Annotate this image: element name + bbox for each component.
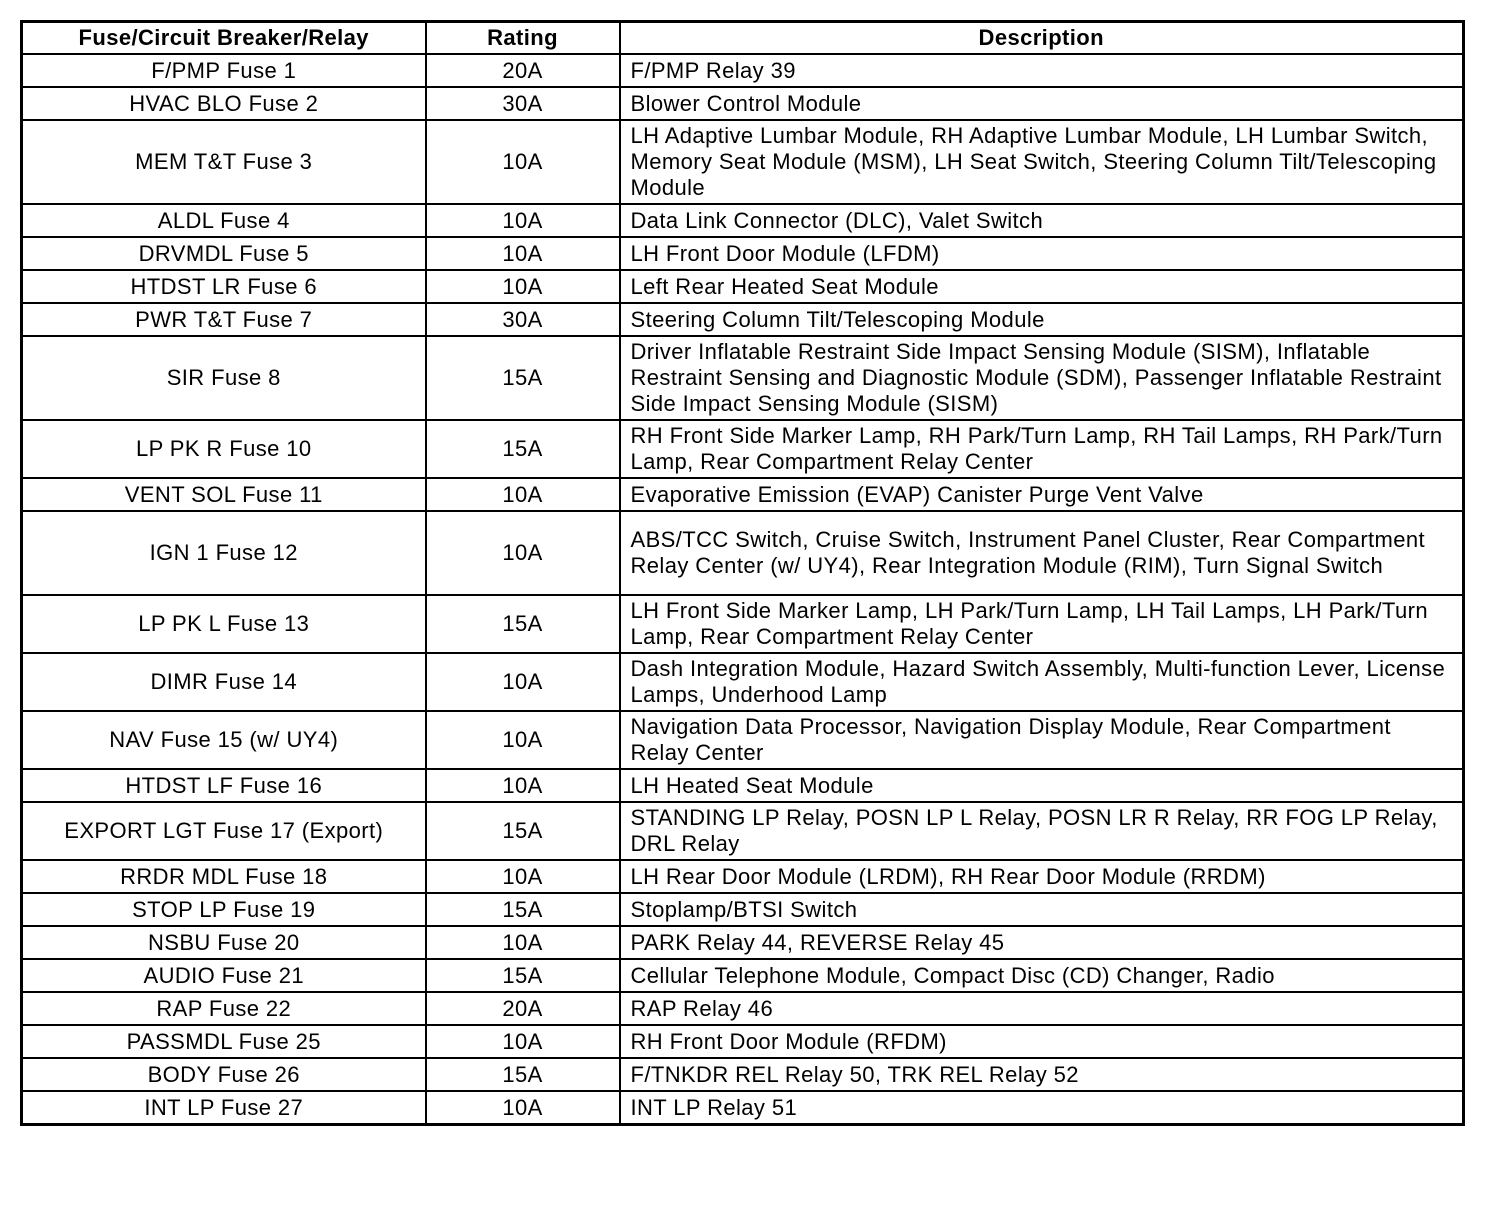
table-row	[22, 653, 1464, 711]
header-description: Description	[620, 22, 1464, 55]
table-row	[22, 204, 1464, 237]
rating-cell: 10A	[426, 120, 620, 204]
rating-cell: 15A	[426, 959, 620, 992]
table-row	[22, 926, 1464, 959]
table-row	[22, 511, 1464, 595]
description-cell: STANDING LP Relay, POSN LP L Relay, POSN LR R Relay, RR FOG LP Relay, DRL Relay	[620, 802, 1464, 860]
description-cell: Navigation Data Processor, Navigation Display Module, Rear Compartment Relay Center	[620, 711, 1464, 769]
fuse-cell: F/PMP Fuse 1	[22, 54, 426, 87]
fuse-cell: PWR T&T Fuse 7	[22, 303, 426, 336]
rating-cell: 20A	[426, 992, 620, 1025]
table-row	[22, 87, 1464, 120]
fuse-cell: DRVMDL Fuse 5	[22, 237, 426, 270]
table-header-row	[22, 22, 1464, 55]
description-cell: Left Rear Heated Seat Module	[620, 270, 1464, 303]
fuse-cell: NAV Fuse 15 (w/ UY4)	[22, 711, 426, 769]
fuse-cell: HVAC BLO Fuse 2	[22, 87, 426, 120]
fuse-cell: VENT SOL Fuse 11	[22, 478, 426, 511]
rating-cell: 15A	[426, 595, 620, 653]
rating-cell: 15A	[426, 893, 620, 926]
rating-cell: 10A	[426, 1025, 620, 1058]
rating-cell: 15A	[426, 1058, 620, 1091]
fuse-cell: EXPORT LGT Fuse 17 (Export)	[22, 802, 426, 860]
table-row	[22, 1091, 1464, 1125]
fuse-cell: LP PK R Fuse 10	[22, 420, 426, 478]
table-row	[22, 1025, 1464, 1058]
description-cell: LH Heated Seat Module	[620, 769, 1464, 802]
rating-cell: 10A	[426, 478, 620, 511]
rating-cell: 30A	[426, 87, 620, 120]
description-cell: Steering Column Tilt/Telescoping Module	[620, 303, 1464, 336]
fuse-cell: SIR Fuse 8	[22, 336, 426, 420]
rating-cell: 15A	[426, 336, 620, 420]
description-cell: RH Front Side Marker Lamp, RH Park/Turn Lamp, RH Tail Lamps, RH Park/Turn Lamp, Rear Compartment Relay Center	[620, 420, 1464, 478]
description-cell: PARK Relay 44, REVERSE Relay 45	[620, 926, 1464, 959]
fuse-cell: RRDR MDL Fuse 18	[22, 860, 426, 893]
table-row	[22, 54, 1464, 87]
rating-cell: 20A	[426, 54, 620, 87]
rating-cell: 10A	[426, 926, 620, 959]
description-cell: LH Front Door Module (LFDM)	[620, 237, 1464, 270]
table-row	[22, 802, 1464, 860]
fuse-cell: AUDIO Fuse 21	[22, 959, 426, 992]
rating-cell: 15A	[426, 420, 620, 478]
description-cell: ABS/TCC Switch, Cruise Switch, Instrument Panel Cluster, Rear Compartment Relay Center (w/ UY4), Rear Integration Module (RIM), Turn Signal Switch	[620, 511, 1464, 595]
table-row	[22, 1058, 1464, 1091]
fuse-cell: IGN 1 Fuse 12	[22, 511, 426, 595]
rating-cell: 10A	[426, 653, 620, 711]
rating-cell: 10A	[426, 860, 620, 893]
description-cell: LH Rear Door Module (LRDM), RH Rear Door Module (RRDM)	[620, 860, 1464, 893]
fuse-cell: DIMR Fuse 14	[22, 653, 426, 711]
fuse-cell: HTDST LF Fuse 16	[22, 769, 426, 802]
header-rating: Rating	[426, 22, 620, 55]
description-cell: Dash Integration Module, Hazard Switch Assembly, Multi-function Lever, License Lamps, Underhood Lamp	[620, 653, 1464, 711]
table-row	[22, 893, 1464, 926]
fuse-cell: ALDL Fuse 4	[22, 204, 426, 237]
rating-cell: 10A	[426, 1091, 620, 1125]
description-cell: Blower Control Module	[620, 87, 1464, 120]
rating-cell: 10A	[426, 204, 620, 237]
fuse-cell: RAP Fuse 22	[22, 992, 426, 1025]
table-row	[22, 711, 1464, 769]
description-cell: Data Link Connector (DLC), Valet Switch	[620, 204, 1464, 237]
fuse-cell: INT LP Fuse 27	[22, 1091, 426, 1125]
description-cell: F/TNKDR REL Relay 50, TRK REL Relay 52	[620, 1058, 1464, 1091]
header-fuse: Fuse/Circuit Breaker/Relay	[22, 22, 426, 55]
table-row	[22, 769, 1464, 802]
rating-cell: 10A	[426, 769, 620, 802]
table-row	[22, 860, 1464, 893]
description-cell: Driver Inflatable Restraint Side Impact Sensing Module (SISM), Inflatable Restraint Sensing and Diagnostic Module (SDM), Passenger Inflatable Restraint Side Impact Sensing Module (SISM)	[620, 336, 1464, 420]
table-row	[22, 120, 1464, 204]
description-cell: RAP Relay 46	[620, 992, 1464, 1025]
table-row	[22, 336, 1464, 420]
fuse-cell: LP PK L Fuse 13	[22, 595, 426, 653]
table-row	[22, 992, 1464, 1025]
table-row	[22, 959, 1464, 992]
description-cell: Evaporative Emission (EVAP) Canister Purge Vent Valve	[620, 478, 1464, 511]
description-cell: RH Front Door Module (RFDM)	[620, 1025, 1464, 1058]
fuse-cell: BODY Fuse 26	[22, 1058, 426, 1091]
rating-cell: 10A	[426, 237, 620, 270]
rating-cell: 15A	[426, 802, 620, 860]
description-cell: Stoplamp/BTSI Switch	[620, 893, 1464, 926]
rating-cell: 10A	[426, 711, 620, 769]
rating-cell: 30A	[426, 303, 620, 336]
table-row	[22, 303, 1464, 336]
rating-cell: 10A	[426, 270, 620, 303]
table-row	[22, 237, 1464, 270]
description-cell: LH Adaptive Lumbar Module, RH Adaptive Lumbar Module, LH Lumbar Switch, Memory Seat Module (MSM), LH Seat Switch, Steering Column Tilt/Telescoping Module	[620, 120, 1464, 204]
description-cell: Cellular Telephone Module, Compact Disc (CD) Changer, Radio	[620, 959, 1464, 992]
fuse-cell: PASSMDL Fuse 25	[22, 1025, 426, 1058]
fuse-cell: STOP LP Fuse 19	[22, 893, 426, 926]
table-row	[22, 595, 1464, 653]
table-row	[22, 270, 1464, 303]
description-cell: LH Front Side Marker Lamp, LH Park/Turn Lamp, LH Tail Lamps, LH Park/Turn Lamp, Rear Compartment Relay Center	[620, 595, 1464, 653]
description-cell: F/PMP Relay 39	[620, 54, 1464, 87]
fuse-cell: HTDST LR Fuse 6	[22, 270, 426, 303]
description-cell: INT LP Relay 51	[620, 1091, 1464, 1125]
rating-cell: 10A	[426, 511, 620, 595]
fuse-cell: MEM T&T Fuse 3	[22, 120, 426, 204]
table-row	[22, 420, 1464, 478]
table-row	[22, 478, 1464, 511]
fuse-table	[20, 20, 1465, 1126]
fuse-cell: NSBU Fuse 20	[22, 926, 426, 959]
